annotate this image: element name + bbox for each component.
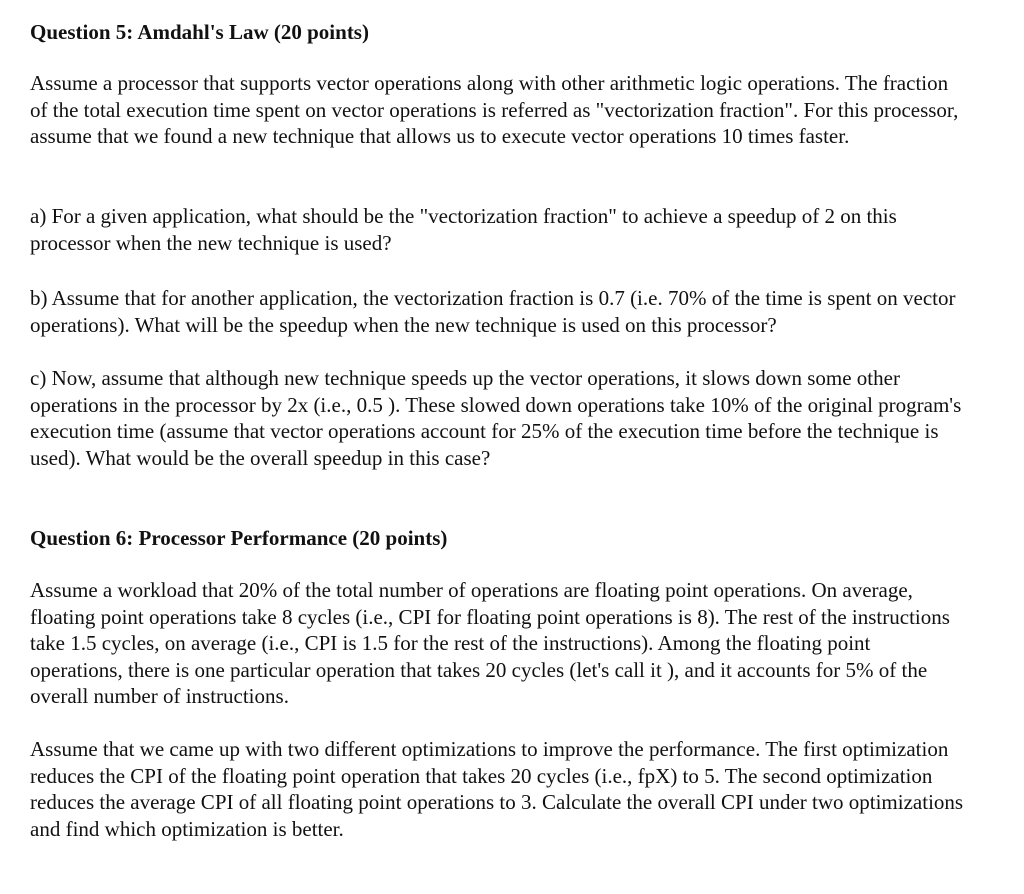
- question-6-intro: Assume a workload that 20% of the total number of operations are floating point operations. On average, floating point operations take 8 cycles (i.e., CPI for floating point operations is 8). The rest of the instructions take 1.5 cycles, on average (i.e., CPI is 1.5 for the rest of the instructions). Among the floating point operations, there is one particular operation that takes 20 cycles (let's call it ), and it accounts for 5% of the overall number of instructions.: [30, 578, 950, 709]
- question-6-optimizations: Assume that we came up with two different optimizations to improve the performance. The first optimization reduces the CPI of the floating point operation that takes 20 cycles (i.e., fpX) to 5. The second optimization reduces the average CPI of all floating point operations to 3. Calculate the overall CPI under two optimizations and find which optimization is better.: [30, 737, 964, 841]
- question-6-title: Question 6: Processor Performance (20 points): [30, 526, 448, 550]
- question-5-intro: Assume a processor that supports vector operations along with other arithmetic logic operations. The fraction of the total execution time spent on vector operations is referred as "vectorization fraction". For this processor, assume that we found a new technique that allows us to execute vector operations 10 times faster.: [30, 71, 959, 149]
- question-5-part-c: c) Now, assume that although new technique speeds up the vector operations, it slows down some other operations in the processor by 2x (i.e., 0.5 ). These slowed down operations take 10% of the original program's execution time (assume that vector operations account for 25% of the execution time before the technique is used). What would be the overall speedup in this case?: [30, 366, 962, 470]
- question-5-part-b: b) Assume that for another application, the vectorization fraction is 0.7 (i.e. 70% of the time is spent on vector operations). What will be the speedup when the new technique is used on this processor?: [30, 286, 956, 337]
- question-5-title: Question 5: Amdahl's Law (20 points): [30, 20, 369, 44]
- question-5-part-a: a) For a given application, what should be the "vectorization fraction" to achieve a speedup of 2 on this processor when the new technique is used?: [30, 204, 897, 255]
